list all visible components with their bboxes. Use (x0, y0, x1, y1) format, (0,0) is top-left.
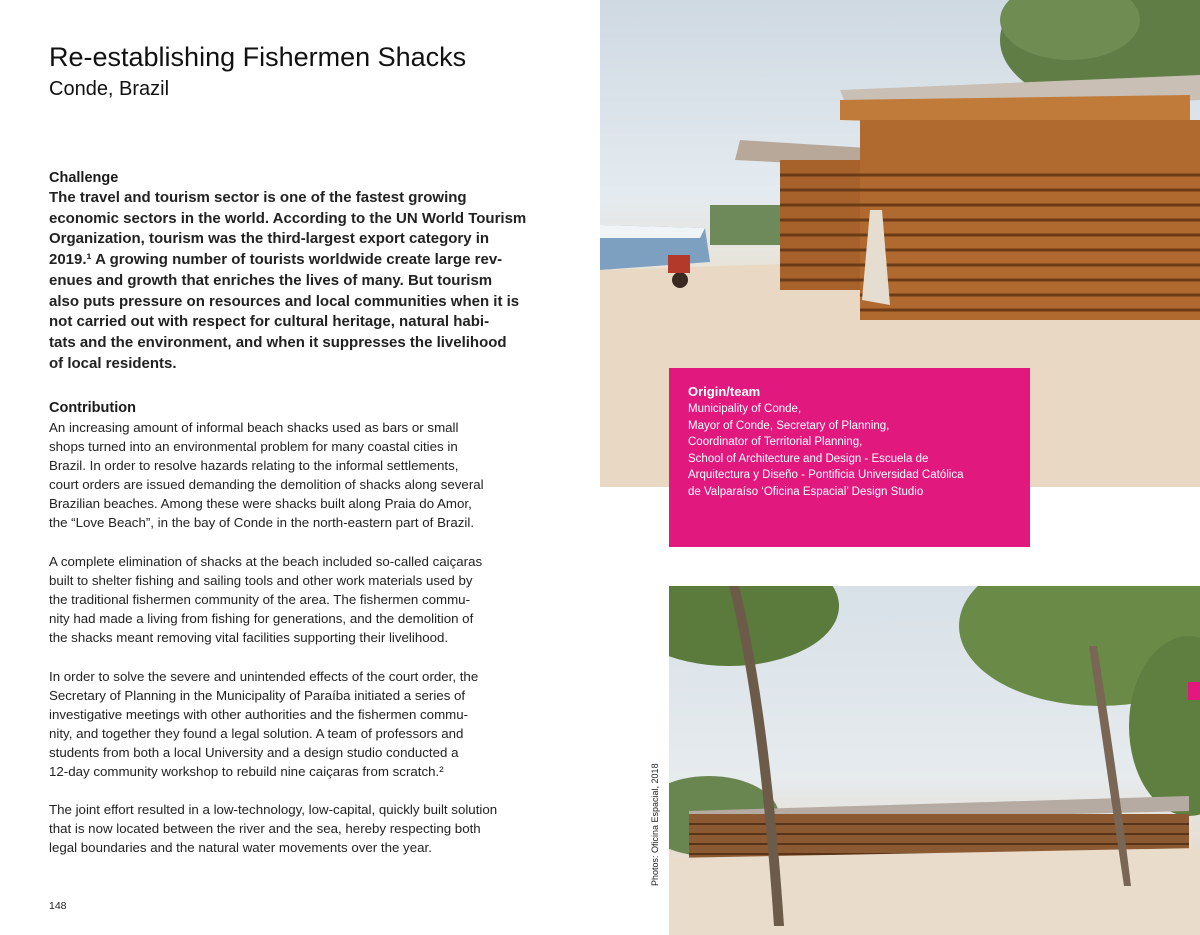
photo-credit: Photos: Oficina Espacial, 2018 (650, 763, 660, 886)
contribution-paragraph (49, 800, 539, 857)
text-line: that is now located between the river and the sea, hereby respecting both (49, 821, 481, 836)
text-line: the traditional fishermen community of the area. The fishermen commu- (49, 592, 471, 607)
beach-palms-photo (669, 586, 1200, 935)
text-line: investigative meetings with other authorities and the fishermen commu- (49, 707, 469, 722)
challenge-line: economic sectors in the world. According to the UN World Tourism (49, 209, 527, 227)
contribution-section (49, 398, 539, 532)
challenge-line: not carried out with respect for cultural heritage, natural habi- (49, 313, 490, 331)
team-line: Coordinator of Territorial Planning, (688, 436, 863, 449)
text-line: nity had made a living from fishing for generations, and the demolition of (49, 611, 474, 626)
text-line: built to shelter fishing and sailing tools and other work materials used by (49, 573, 473, 588)
text-line: Brazilian beaches. Among these were shacks built along Praia do Amor, (49, 496, 472, 511)
contribution-paragraph (49, 552, 539, 647)
challenge-text (49, 188, 539, 374)
text-line: legal boundaries and the natural water movements over the year. (49, 840, 432, 855)
text-line: the shacks meant removing vital facilities supporting their livelihood. (49, 630, 449, 645)
text-line: Secretary of Planning in the Municipality of Paraíba initiated a series of (49, 688, 466, 703)
text-line: An increasing amount of informal beach shacks used as bars or small (49, 420, 459, 435)
contribution-paragraph (49, 667, 539, 781)
contribution-paragraph (49, 418, 539, 532)
text-line: students from both a local University and a design studio conducted a (49, 745, 459, 760)
text-line: court orders are issued demanding the demolition of shacks along several (49, 477, 484, 492)
text-line: The joint effort resulted in a low-technology, low-capital, quickly built solution (49, 802, 498, 817)
challenge-line: of local residents. (49, 354, 177, 372)
text-line: A complete elimination of shacks at the beach included so-called caiçaras (49, 554, 483, 569)
origin-team-box (669, 368, 1030, 547)
challenge-line: The travel and tourism sector is one of the fastest growing (49, 189, 467, 206)
text-line: the “Love Beach”, in the bay of Conde in the north-eastern part of Brazil. (49, 515, 475, 530)
text-line: Brazil. In order to resolve hazards relating to the informal settlements, (49, 458, 459, 473)
page-number: 148 (49, 900, 67, 912)
text-line: shops turned into an environmental problem for many coastal cities in (49, 439, 458, 454)
page-title: Re-establishing Fishermen Shacks (49, 42, 467, 72)
challenge-line: tats and the environment, and when it suppresses the livelihood (49, 333, 507, 351)
challenge-line: also puts pressure on resources and local communities when it is (49, 292, 520, 310)
team-line: Mayor of Conde, Secretary of Planning, (688, 419, 890, 432)
team-line: de Valparaíso ‘Oficina Espacial’ Design Studio (688, 486, 924, 498)
team-line: School of Architecture and Design - Escuela de (688, 452, 929, 465)
challenge-line: enues and growth that enriches the lives of many. But tourism (49, 271, 493, 289)
page-subtitle: Conde, Brazil (49, 78, 170, 100)
text-line: 12-day community workshop to rebuild nine caiçaras from scratch.² (49, 764, 444, 779)
team-heading: Origin/team (688, 384, 761, 399)
team-line: Arquitectura y Diseño - Pontificia Universidad Católica (688, 469, 964, 482)
text-line: In order to solve the severe and unintended effects of the court order, the (49, 669, 479, 684)
challenge-line: 2019.¹ A growing number of tourists worldwide create large rev- (49, 251, 503, 269)
accent-tab (1188, 682, 1200, 700)
challenge-line: Organization, tourism was the third-largest export category in (49, 230, 490, 248)
text-line: nity, and together they found a legal solution. A team of professors and (49, 726, 464, 741)
challenge-section (49, 168, 539, 374)
team-line: Municipality of Conde, (688, 403, 802, 415)
challenge-heading: Challenge (49, 170, 119, 186)
contribution-heading: Contribution (49, 400, 136, 416)
